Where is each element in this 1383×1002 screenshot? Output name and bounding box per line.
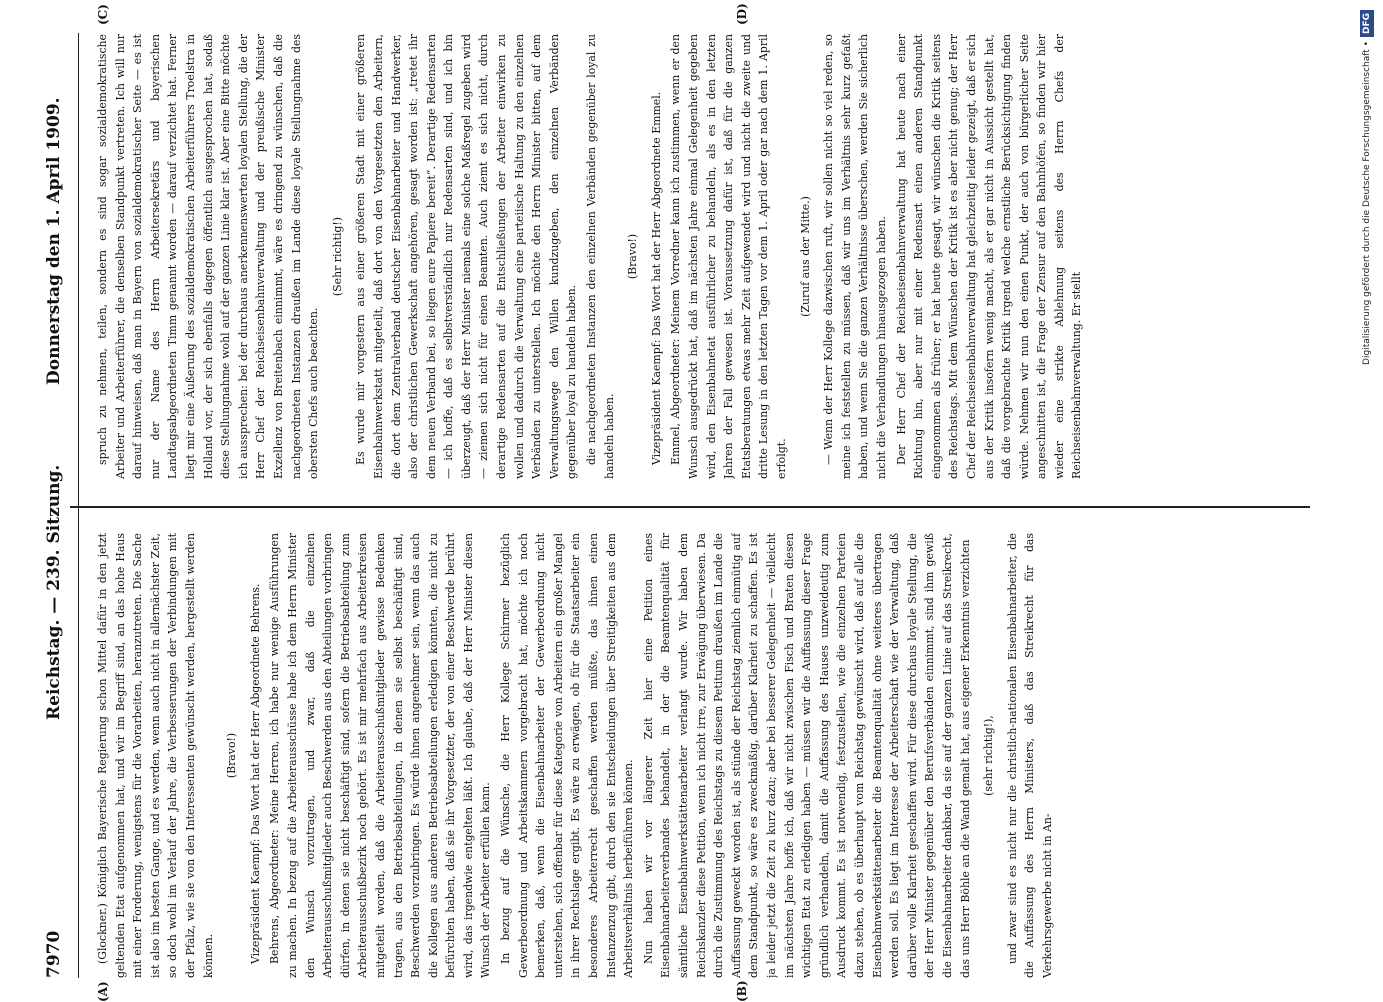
credit-text: Digitalisierung gefördert durch die Deutsche Forschungsgemeinschaft • (1362, 41, 1372, 365)
paragraph: Nun haben wir vor längerer Zeit hier eine Petition eines Eisenbahnarbeiterverbandes behandelt, in der die Beamtenqualität für sämtliche Eisenbahnwerkstättenarbeiter verlangt wurde. Wir haben dem Reichskanzler diese Petition, wenn ich nicht irre, zur Erwägung überwiesen. Da durch die Zustimmung des Reichstags zu diesem Petitum draußen im Lande die Auffassung geweckt worden ist, als stünde der Reichstag ziemlich einmütig auf dem Standpunkt, so wäre es zweckmäßig, darüber Klarheit zu schaffen. Es ist ja leider jetzt die Zeit zu kurz dazu; aber bei besserer Gelegenheit — vielleicht im nächsten Jahre hoffe ich, daß wir nicht zwischen Fisch und Braten diesen wichtigen Etat zu erledigen haben — müssen wir die Auffassung dieser Frage gründlich verhandeln, damit die Auffassung des Hauses unzweideutig zum Ausdruck kommt. Es ist notwendig, festzustellen, wie die einzelnen Parteien dazu stehen, ob es überhaupt vom Reichstag gewünscht wird, daß auf alle die Eisenbahnwerkstättenarbeiter die Beamtenqualität ohne weiteres übertragen werden soll. Es liegt im Interesse der Arbeiterschaft wie der Verwaltung, daß darüber volle Klarheit geschaffen wird. Für diese durchaus loyale Stellung, die der Herr Minister gegenüber den Berufsverbänden einnimmt, sind ihm gewiß die Eisenbahnarbeiter dankbar, da sie auf der ganzen Linie auf das Streikrecht, das uns Herr Böhle an die Wand gemalt hat, aus eigener Erkenntnis verzichten (640, 533, 974, 978)
paragraph: Vizepräsident Kaempf: Das Wort hat der Herr Abgeordnete Behrens. (247, 533, 265, 978)
paragraph: (Glockner.) Königlich Bayerische Regierung schon Mittel dafür in den jetzt geltenden Etat aufgenommen hat, und wir im Begriff sind, an das hohe Haus mit einer Forderung, wenigstens für die Vorarbeiten, heranzutreten. Die Sache ist also im besten Gange, und es werden, wenn auch nicht in allernächster Zeit, so doch wohl im Verlauf der Jahre, die Verbesserungen der Verbindungen mit der Pfalz, wie sie von den Interessenten gewünscht werden, hergestellt werden können. (94, 533, 217, 978)
paragraph: Es wurde mir vorgestern aus einer größeren Stadt mit einer größeren Eisenbahnwerkstatt mitgeteilt, daß dort von den Vorgesetzten den Arbeitern, die dort dem Zentralverband deutscher Eisenbahnarbeiter und Handwerker, also der christlichen Gewerkschaft angehören, gesagt worden ist: „tretet ihr dem neuen Verband bei, so liegen eure Papiere bereit“. Derartige Redensarten — ich hoffe, daß es selbstverständlich nur Redensarten sind, und ich bin überzeugt, daß der Herr Minister niemals eine solche Maßregel zugeben wird — ziemen sich nicht für einen Beamten. Auch ziemt es sich nicht, durch derartige Redensarten auf die Entschließungen der Arbeiter einwirken zu wollen und dadurch die Verwaltung eine parteiische Haltung zu den einzelnen Verbänden zu unterstellen. Ich möchte den Herrn Minister bitten, auf dem Verwaltungswege den Willen kundzugeben, den einzelnen Verbänden gegenüber loyal zu handeln haben. (352, 34, 581, 479)
interjection: (Zuruf aus der Mitte.) (797, 34, 815, 479)
paragraph: spruch zu nehmen, teilen, sondern es sind sogar sozialdemokratische Arbeiter und Arbeiterführer, die denselben Standpunkt vertreten. Ich will nur darauf hinweisen, daß man in Bayern von sozialdemokratischer Seite — es ist nur der Name des Herrn Arbeitersekretärs und bayerischen Landtagsabgeordneten Timm genannt worden — darauf verzichtet hat. Ferner liegt mir eine Äußerung des sozialdemokratischen Arbeiterführers Troelstra in Holland vor, der sich ebenfalls dagegen öffentlich ausgesprochen hat, sodaß diese Stellungnahme wohl auf der ganzen Linie klar ist. Aber eine Bitte möchte ich aussprechen: bei der durchaus anerkennenswerten loyalen Stellung, die der Herr Chef der Reichseisenbahnverwaltung und der preußische Minister Exzellenz von Breitenbach einnimmt, wäre es dringend zu wünschen, daß die nachgeordneten Instanzen draußen im Lande diese loyale Stellungnahme des obersten Chefs auch beachten. (94, 34, 323, 479)
interjection: (sehr richtig!), (980, 533, 998, 978)
paragraph: und zwar sind es nicht nur die christlich-nationalen Eisenbahnarbeiter, die die Auffassung des Herrn Ministers, daß das Streikrecht für das Verkehrsgewerbe nicht in An- (1004, 533, 1057, 978)
paragraph: Vizepräsident Kaempf: Das Wort hat der Herr Abgeordnete Emmel. (648, 34, 666, 479)
paragraph: — Wenn der Herr Kollege dazwischen ruft, wir sollen nicht so viel reden, so meine ich feststellen zu müssen, daß wir uns im Verhältnis sehr kurz gefaßt haben, und wenn Sie die ganzen Verhältnisse überschen, werden Sie sicherlich nicht die Verhandlungen hinausgezogen haben. (820, 34, 890, 479)
margin-mark-d: (D) (735, 3, 749, 25)
paragraph: Behrens, Abgeordneter: Meine Herren, ich habe nur wenige Ausführungen zu machen. In bezug auf die Arbeiterausschüsse habe ich dem Herrn Minister den Wunsch vorzutragen, und zwar, daß die einzelnen Arbeiterausschußmitglieder auch Beschwerden aus den Abteilungen vorbringen dürfen, in denen sie nicht beschäftigt sind, sofern die Betriebsabteilung zum Arbeiterausschußbezirk noch gehört. Es ist mir mehrfach aus Arbeiterkreisen mitgeteilt worden, daß die Arbeiterausschußmitglieder gewisse Bedenken tragen, aus den Betriebsabteilungen, in denen sie selbst beschäftigt sind, Beschwerden vorzubringen. Es würde ihnen angenehmer sein, wenn das auch die Kollegen aus anderen Betriebsabteilungen erledigen könnten, die nicht zu befürchten haben, daß sie ihr Vorgesetzter, der von einer Beschwerde berührt wird, das irgendwie entgelten läßt. Ich glaube, daß der Herr Minister diesen Wunsch der Arbeiter erfüllen kann. (266, 533, 495, 978)
margin-mark-a: (A) (96, 981, 110, 1002)
paragraph: Der Herr Chef der Reichseisenbahnverwaltung hat heute nach einer Richtung hin, aber nur mit einer Redensart einen anderen Standpunkt eingenommen als früher; er hat heute gesagt, wir wünschen die Kritik seitens des Reichstags. Mit dem Wünschen der Kritik ist es aber nicht genug; der Herr Chef der Reichseisenbahnverwaltung hat gleichzeitig leider gezeigt, daß er sich aus der Kritik insofern wenig macht, als er gar nicht in Aussicht gestellt hat, daß die vorgebrachte Kritik irgend welche ernstliche Berücksichtigung finden würde. Nehmen wir nun den einen Punkt, der auch von bürgerlicher Seite angeschnitten ist, die Frage der Zensur auf den Bahnhöfen, so finden wir hier wieder eine strikte Ablehnung seitens des Herrn Chefs der Reichseisenbahnverwaltung. Er stellt (893, 34, 1087, 479)
page-number: 7970 (44, 931, 70, 978)
digitization-credit (1360, 10, 1374, 990)
paragraph: die nachgeordneten Instanzen den einzelnen Verbänden gegenüber loyal zu handeln haben. (583, 34, 618, 479)
column-divider (70, 506, 1310, 508)
margin-mark-c: (C) (96, 4, 110, 25)
session-date: Donnerstag den 1. April 1909. (44, 97, 70, 385)
paragraph: Emmel, Abgeordneter: Meinem Vorredner kann ich zustimmen, wenn er den Wunsch ausgedrückt hat, daß im nächsten Jahre einmal Gelegenheit gegeben wird, den Eisenbahnetat ausführlicher zu behandeln, als es in den letzten Jahren der Fall gewesen ist. Voraussetzung dafür ist, daß für die ganzen Etatsberatungen etwas mehr Zeit aufgewendet wird und nicht die zweite und dritte Lesung in den letzten Tagen vor dem 1. April oder gar nach dem 1. April erfolgt. (667, 34, 790, 479)
interjection: (Bravo!) (223, 533, 241, 978)
session-title: Reichstag. — 239. Sitzung. (44, 465, 70, 720)
dfg-logo: DFG (1360, 10, 1374, 37)
left-text-column (94, 533, 1304, 978)
margin-mark-b: (B) (735, 981, 749, 1002)
rotated-document-page (30, 0, 1330, 1000)
right-text-column (94, 34, 1304, 479)
paragraph: In bezug auf die Wünsche, die Herr Kollege Schirmer bezüglich Gewerbeordnung und Arbeitskammern vorgebracht hat, möchte ich noch bemerken, daß, wenn die Eisenbahnarbeiter der Gewerbeordnung nicht unterstehen, sich offenbar für diese Kategorie von Arbeitern ein großer Mangel in ihrer Rechtslage ergibt. Es wäre zu erwägen, ob für die Staatsarbeiter ein besonderes Arbeiterrecht geschaffen werden müßte, das ihnen einen Instanzenzug gibt, durch den sie Entscheidungen über Streitigkeiten aus dem Arbeitsverhältnis herbeiführen können. (497, 533, 638, 978)
interjection: (Sehr richtig!) (329, 34, 347, 479)
interjection: (Bravo!) (624, 34, 642, 479)
